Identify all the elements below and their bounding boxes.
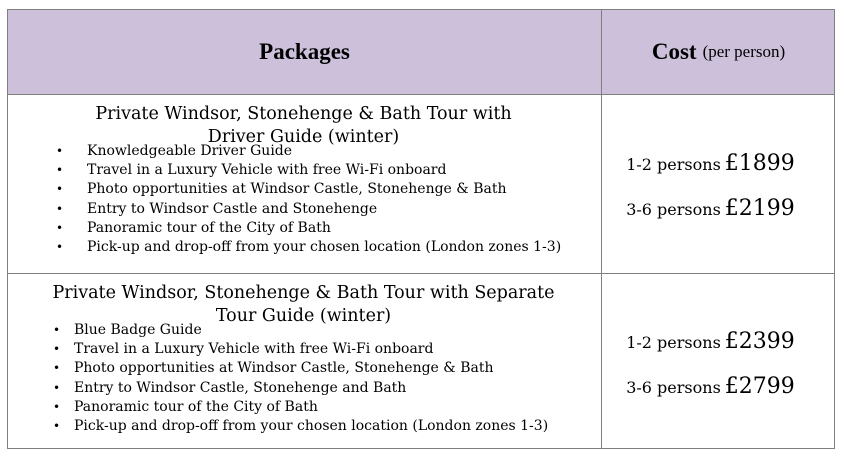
list-item: • Entry to Windsor Castle and Stonehenge [56, 200, 561, 219]
list-item: • Photo opportunities at Windsor Castle, Stonehenge & Bath [56, 180, 561, 199]
package-title-line: Driver Guide (winter) [207, 127, 400, 147]
list-item: • Pick-up and drop-off from your chosen location (London zones 1-3) [53, 417, 548, 436]
price-line [594, 374, 827, 399]
price-amount: £1899 [724, 151, 795, 176]
list-item: • Photo opportunities at Windsor Castle, Stonehenge & Bath [53, 359, 548, 378]
price-label: 3-6 persons [626, 378, 721, 397]
list-item: • Entry to Windsor Castle, Stonehenge and Bath [53, 379, 548, 398]
package-title-line: Tour Guide (winter) [215, 306, 392, 326]
packages-column-header: Packages [259, 39, 350, 64]
price-label: 3-6 persons [626, 200, 721, 219]
price-amount: £2399 [724, 329, 795, 354]
price-line [594, 151, 827, 176]
price-label: 1-2 persons [626, 155, 721, 174]
price-amount: £2799 [724, 374, 795, 399]
price-amount: £2199 [724, 196, 795, 221]
row-divider [8, 273, 834, 274]
list-item: • Pick-up and drop-off from your chosen location (London zones 1-3) [56, 238, 561, 257]
cost-column-header [602, 10, 835, 94]
list-item: • Panoramic tour of the City of Bath [53, 398, 548, 417]
price-line [594, 196, 827, 221]
feature-list [53, 321, 548, 436]
package-title-line: Private Windsor, Stonehenge & Bath Tour with [95, 104, 512, 124]
header-divider [8, 94, 834, 95]
list-item: • Blue Badge Guide [53, 321, 548, 340]
feature-list [56, 142, 561, 257]
list-item: • Knowledgeable Driver Guide [56, 142, 561, 161]
list-item: • Travel in a Luxury Vehicle with free Wi-Fi onboard [53, 340, 548, 359]
package-title-line: Private Windsor, Stonehenge & Bath Tour with Separate [52, 283, 555, 303]
price-label: 1-2 persons [626, 333, 721, 352]
cost-label: Cost [651, 39, 697, 64]
list-item: • Travel in a Luxury Vehicle with free Wi-Fi onboard [56, 161, 561, 180]
cost-note: (per person) [702, 42, 786, 61]
list-item: • Panoramic tour of the City of Bath [56, 219, 561, 238]
price-line [594, 329, 827, 354]
